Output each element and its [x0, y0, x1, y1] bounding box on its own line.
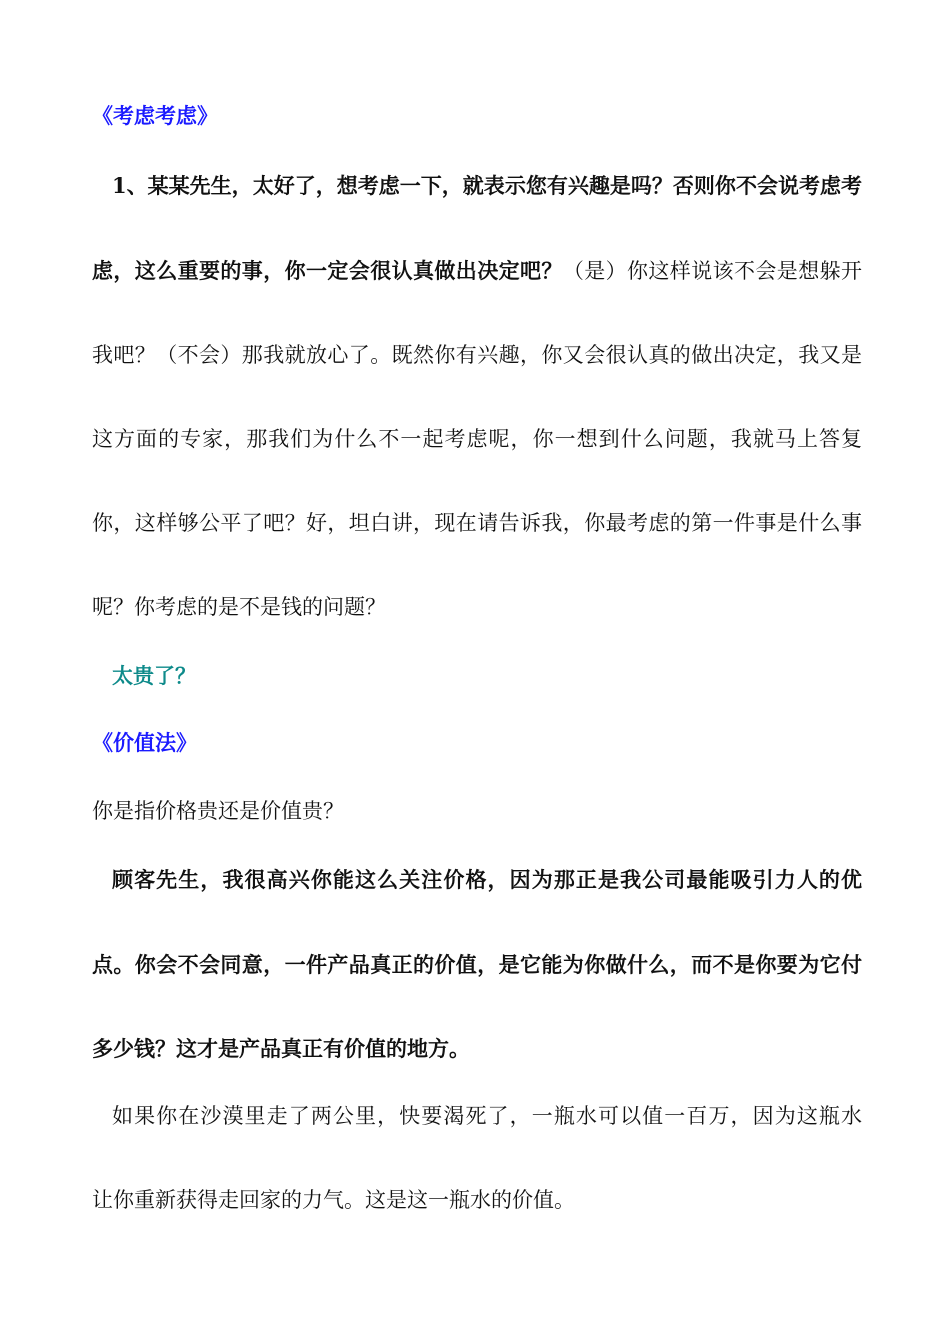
- question-line: 你是指价格贵还是价值贵？: [92, 799, 344, 823]
- para2-line2: 点。你会不会同意，一件产品真正的价值，是它能为你做什么，而不是你要为它付: [92, 952, 862, 977]
- para1-line2-bold: 虑，这么重要的事，你一定会很认真做出决定吧？: [92, 258, 563, 283]
- para2-line1: 顾客先生，我很高兴你能这么关注价格，因为那正是我公司最能吸引力人的优: [112, 867, 862, 892]
- para1-line4: 这方面的专家，那我们为什么不一起考虑呢，你一想到什么问题，我就马上答复: [92, 427, 862, 451]
- para1-line5: 你，这样够公平了吧？好，坦白讲，现在请告诉我，你最考虑的第一件事是什么事: [92, 511, 862, 535]
- para1-line2: [92, 256, 862, 286]
- para1-line3: 我吧？（不会）那我就放心了。既然你有兴趣，你又会很认真的做出决定，我又是: [92, 343, 862, 367]
- heading-kaolv: 《考虑考虑》: [92, 103, 218, 128]
- heading-taigui: 太贵了？: [112, 663, 196, 688]
- para1-line6: 呢？你考虑的是不是钱的问题？: [92, 595, 386, 619]
- heading-jiazhifa: 《价值法》: [92, 730, 197, 755]
- para3-line1: 如果你在沙漠里走了两公里，快要渴死了，一瓶水可以值一百万，因为这瓶水: [112, 1104, 862, 1128]
- para1-line2-normal: （是）你这样说该不会是想躲开: [562, 259, 862, 283]
- para3-line2: 让你重新获得走回家的力气。这是这一瓶水的价值。: [92, 1188, 575, 1212]
- para2-line3: 多少钱？这才是产品真正有价值的地方。: [92, 1036, 470, 1061]
- para1-line1: 1、某某先生，太好了，想考虑一下，就表示您有兴趣是吗？否则你不会说考虑考: [112, 173, 862, 198]
